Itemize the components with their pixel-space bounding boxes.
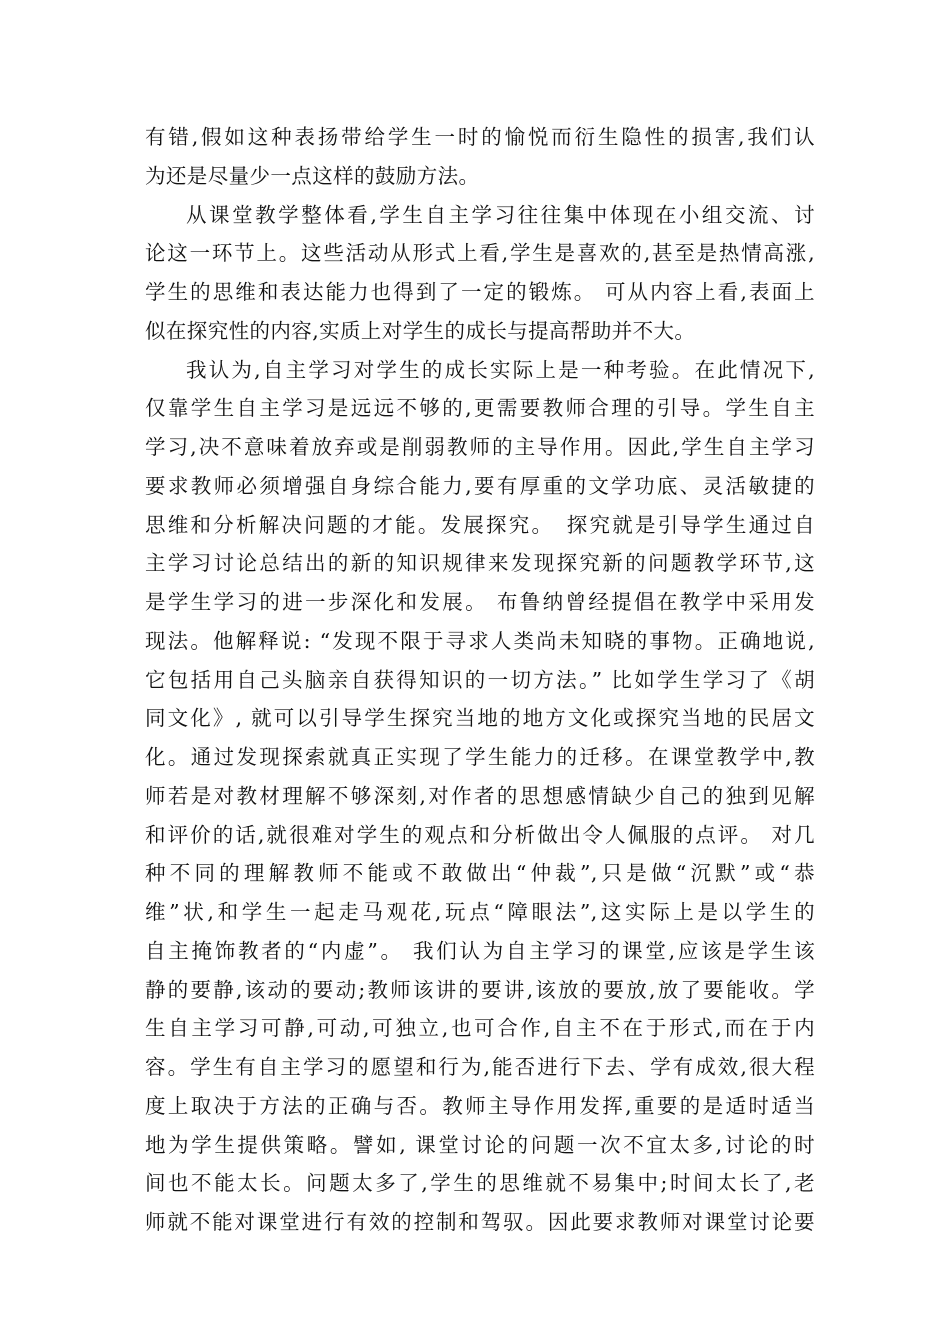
text-line: 生自主学习可静,可动,可独立,也可合作,自主不在于形式,而在于内 xyxy=(145,1016,815,1041)
text-line: 化。通过发现探索就真正实现了学生能力的迁移。在课堂教学中,教 xyxy=(145,745,815,769)
text-line: 是学生学习的进一步深化和发展。 布鲁纳曾经提倡在教学中采用发 xyxy=(145,590,815,614)
text-line: 它包括用自己头脑亲自获得知识的一切方法。” 比如学生学习了《胡 xyxy=(145,667,815,692)
text-line: 同文化》, 就可以引导学生探究当地的地方文化或探究当地的民居文 xyxy=(145,706,815,731)
text-line: 从课堂教学整体看,学生自主学习往往集中体现在小组交流、讨 xyxy=(186,202,815,227)
text-line: 论这一环节上。这些活动从形式上看,学生是喜欢的,甚至是热情高涨, xyxy=(145,241,815,266)
text-line: 为还是尽量少一点这样的鼓励方法。 xyxy=(145,163,480,188)
text-line: 静的要静,该动的要动;教师该讲的要讲,该放的要放,放了要能收。学 xyxy=(145,977,815,1002)
text-line: 地为学生提供策略。譬如, 课堂讨论的问题一次不宜太多,讨论的时 xyxy=(145,1132,815,1157)
text-line: 我认为,自主学习对学生的成长实际上是一种考验。在此情况下, xyxy=(186,357,815,382)
text-line: 思维和分析解决问题的才能。发展探究。 探究就是引导学生通过自 xyxy=(145,512,815,537)
text-line: 度上取决于方法的正确与否。教师主导作用发挥,重要的是适时适当 xyxy=(145,1093,815,1118)
text-line: 学生的思维和表达能力也得到了一定的锻炼。 可从内容上看,表面上 xyxy=(145,280,815,304)
text-line: 现法。他解释说: “发现不限于寻求人类尚未知晓的事物。正确地说, xyxy=(145,628,815,653)
text-line: 间也不能太长。问题太多了,学生的思维就不易集中;时间太长了,老 xyxy=(145,1171,815,1196)
text-line: 和评价的话,就很难对学生的观点和分析做出令人佩服的点评。 对几 xyxy=(145,822,815,847)
text-line: 种不同的理解教师不能或不敢做出“仲裁”,只是做“沉默”或“恭 xyxy=(145,861,815,886)
text-line: 学习,决不意味着放弃或是削弱教师的主导作用。因此,学生自主学习 xyxy=(145,435,815,459)
text-line: 主学习讨论总结出的新的知识规律来发现探究新的问题教学环节,这 xyxy=(145,551,815,576)
text-line: 仅靠学生自主学习是远远不够的,更需要教师合理的引导。学生自主 xyxy=(145,396,815,421)
text-line: 要求教师必须增强自身综合能力,要有厚重的文学功底、灵活敏捷的 xyxy=(145,473,815,498)
body-text xyxy=(145,118,815,1242)
text-line: 维”状,和学生一起走马观花,玩点“障眼法”,这实际上是以学生的 xyxy=(145,900,815,924)
text-line: 师就不能对课堂进行有效的控制和驾驭。因此要求教师对课堂讨论要 xyxy=(145,1210,815,1234)
text-line: 师若是对教材理解不够深刻,对作者的思想感情缺少自己的独到见解 xyxy=(145,783,815,808)
text-line: 容。学生有自主学习的愿望和行为,能否进行下去、学有成效,很大程 xyxy=(145,1055,815,1079)
text-line: 自主掩饰教者的“内虚”。 我们认为自主学习的课堂,应该是学生该 xyxy=(145,938,815,963)
text-line: 似在探究性的内容,实质上对学生的成长与提高帮助并不大。 xyxy=(145,318,696,343)
text-line: 有错,假如这种表扬带给学生一时的愉悦而衍生隐性的损害,我们认 xyxy=(145,125,815,149)
